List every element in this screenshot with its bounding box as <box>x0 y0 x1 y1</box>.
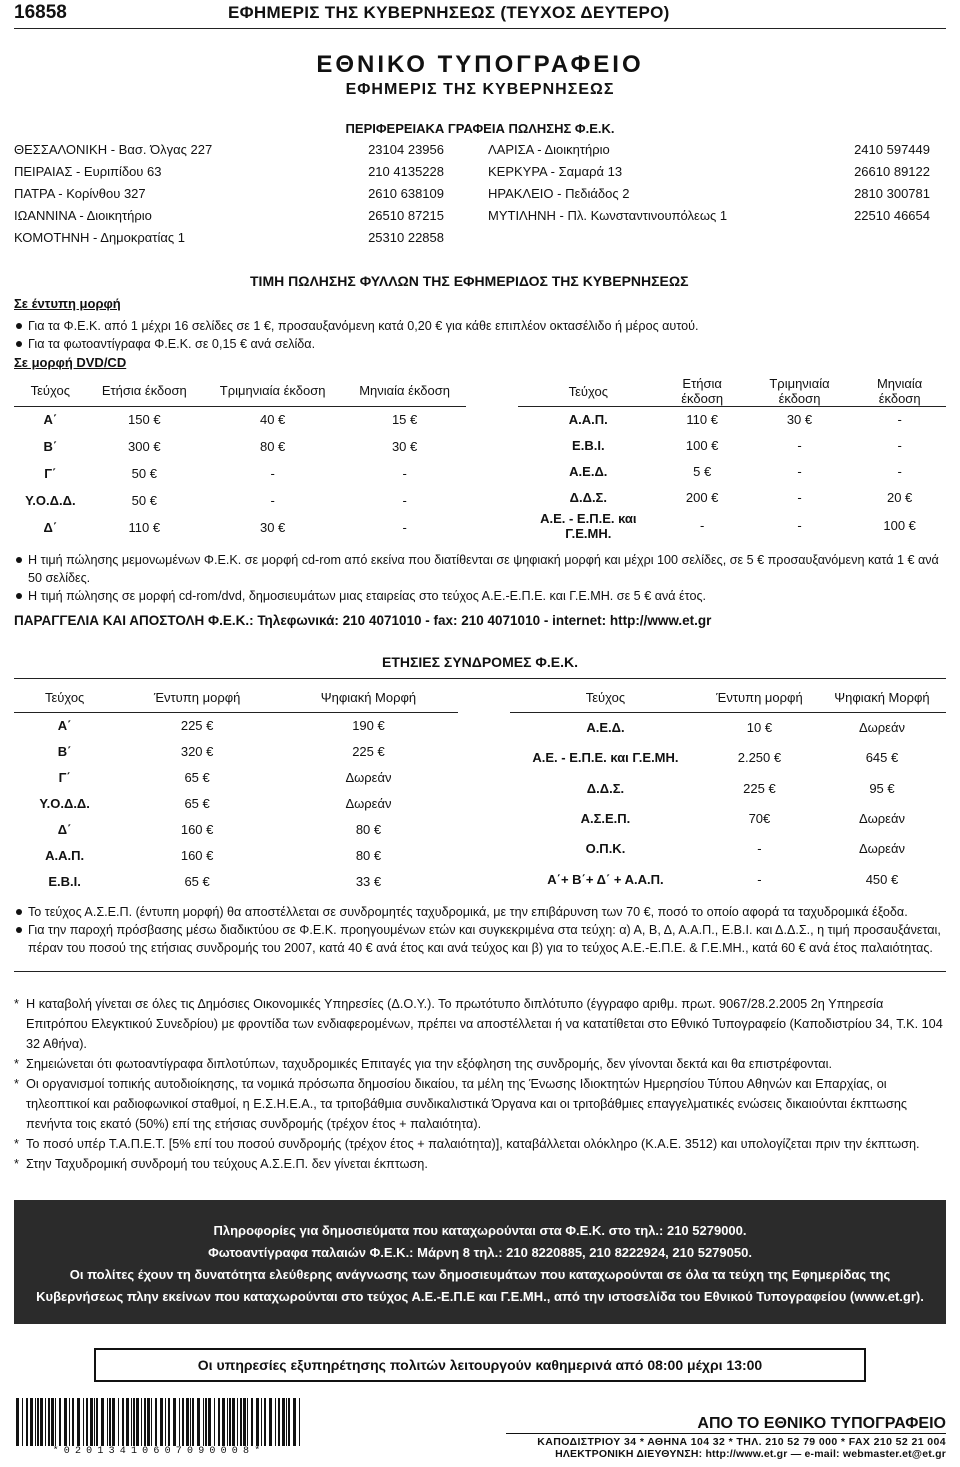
subscription-note <box>14 903 946 921</box>
dvd-price: 200 € <box>685 490 719 505</box>
dvd-row <box>14 514 466 541</box>
barcode-bar <box>122 1398 124 1446</box>
bullet-text: Η τιμή πώλησης μεμονωμένων Φ.Ε.Κ. σε μορφή cd-rom από εκείνα που διατίθενται σε ψηφιακή μορφή και μέχρι 100 σελίδες, σε 5 € προσαυξανόμενη κατά 1 € ανά 50 σελίδες. <box>28 552 939 585</box>
subscription-price: 65 € <box>184 796 210 811</box>
dvd-price-table-left <box>14 376 466 541</box>
dvd-price: - <box>897 438 902 453</box>
office-phone: 23104 23956 <box>368 141 444 157</box>
subscription-price: 160 € <box>180 822 214 837</box>
info-box <box>14 1200 946 1324</box>
barcode-bar <box>64 1398 67 1446</box>
subscription-row <box>14 791 458 817</box>
subscription-price: 95 € <box>869 780 895 796</box>
office-name: ΠΕΙΡΑΙΑΣ - Ευριπίδου 63 <box>14 163 162 179</box>
imprint <box>506 1415 946 1460</box>
footnote <box>14 994 946 1054</box>
dvd-price: - <box>797 464 802 479</box>
dvd-column-header: Τριμηνιαία έκδοση <box>202 376 343 406</box>
subscription-price: 65 € <box>184 874 210 889</box>
offices-right-column <box>454 138 930 248</box>
dvd-row <box>14 487 466 514</box>
dvd-price: - <box>897 412 902 428</box>
office-row <box>14 138 454 160</box>
barcode-bar <box>237 1398 238 1446</box>
dvd-label: Σε μορφή DVD/CD <box>14 355 127 370</box>
subscription-row <box>14 765 458 791</box>
subscription-column-header: Τεύχος <box>14 683 115 713</box>
barcode-bar <box>131 1398 132 1446</box>
dvd-price: - <box>699 518 705 533</box>
subscription-price: 70€ <box>748 811 771 827</box>
dvd-price: 30 € <box>259 519 286 535</box>
dvd-column-header: Τεύχος <box>14 376 87 406</box>
dvd-row <box>518 511 946 541</box>
dvd-price: 300 € <box>128 438 161 454</box>
subscription-price: 33 € <box>355 874 382 889</box>
dvd-issue: Δ΄ <box>43 519 58 535</box>
subscription-row <box>14 739 458 765</box>
subscription-price: 225 € <box>180 718 214 734</box>
bullet-dot <box>16 341 22 347</box>
subscription-row <box>510 834 946 864</box>
subscription-price: 65 € <box>184 770 210 785</box>
dvd-price: - <box>270 465 275 481</box>
subscription-issue: Α.Σ.Ε.Π. <box>580 811 631 827</box>
barcode-bar <box>173 1398 176 1446</box>
offices-left-column <box>14 138 454 248</box>
barcode-bar <box>205 1398 207 1446</box>
service-hours: Οι υπηρεσίες εξυπηρέτησης πολιτών λειτουργούν καθημερινά από 08:00 μέχρι 13:00 <box>94 1348 866 1382</box>
dvd-price: 110 € <box>128 519 161 535</box>
dvd-price: - <box>897 464 902 479</box>
office-row <box>14 160 454 182</box>
footnote-text: Το ποσό υπέρ Τ.Α.Π.Ε.Τ. [5% επί του ποσού συνδρομής (τρέχον έτος + παλαιότητα)], καταβάλλεται ολόκληρο (Κ.Α.Ε. 3512) και υπολογίζεται πριν την έκπτωση. <box>26 1136 920 1151</box>
barcode-bar <box>251 1398 253 1446</box>
printed-label: Σε έντυπη μορφή <box>14 296 121 311</box>
info-line: Κυβερνήσεως πλην εκείνων που καταχωρούνται στο τεύχος Α.Ε.-Ε.Π.Ε και Γ.Ε.ΜΗ., από την ιστοσελίδα του Εθνικού Τυπογραφείου (www.et.gr). <box>36 1288 924 1304</box>
office-name: ΙΩΑΝΝΙΝΑ - Διοικητήριο <box>14 207 152 223</box>
printed-note <box>14 317 946 335</box>
barcode-bar <box>90 1398 93 1446</box>
barcode-bar <box>40 1398 43 1446</box>
bullet-dot <box>16 593 22 599</box>
info-line: Οι πολίτες έχουν τη δυνατότητα ελεύθερης ανάγνωσης των δημοσιευμάτων που καταχωρούνται σε όλα τα τεύχη της Εφημερίδας της <box>69 1266 891 1282</box>
bullet-dot <box>16 557 22 563</box>
bullet-text: Το τεύχος Α.Σ.Ε.Π. (έντυπη μορφή) θα αποστέλλεται σε συνδρομητές ταχυδρομικά, με την επιβάρυνση των 70 €, ποσό το οποίο αφορά τα ταχυδρομικά έξοδα. <box>28 904 908 919</box>
subscription-price: Δωρεάν <box>858 811 905 827</box>
footnote-asterisk: * <box>14 1156 19 1171</box>
info-line: Φωτοαντίγραφα παλαιών Φ.Ε.Κ.: Μάρνη 8 τηλ.: 210 8220885, 210 8222924, 210 5279050. <box>208 1244 752 1260</box>
subscription-price: 2.250 € <box>737 750 782 766</box>
footnote-asterisk: * <box>14 1136 19 1151</box>
bullet-text: Για τα Φ.Ε.Κ. από 1 μέχρι 16 σελίδες σε 1 €, προσαυξανόμενη κατά 0,20 € για κάθε επιπλέον οκτασέλιδο ή μέρος αυτού. <box>28 319 699 333</box>
dvd-price: 150 € <box>128 412 161 428</box>
subscription-row <box>510 743 946 773</box>
dvd-price: 50 € <box>131 465 157 481</box>
dvd-price: 5 € <box>693 464 712 479</box>
subscription-row <box>510 864 946 894</box>
barcode-bar <box>16 1398 19 1446</box>
barcode-bar <box>22 1398 23 1446</box>
barcode-bar <box>190 1398 191 1446</box>
footnote-asterisk: * <box>14 1056 19 1071</box>
dvd-price: - <box>402 492 407 508</box>
barcode-bar <box>26 1398 28 1446</box>
dvd-price: 15 € <box>391 412 418 428</box>
barcode-bar <box>243 1398 246 1446</box>
barcode-bar <box>109 1398 111 1446</box>
bullet-dot <box>16 909 22 915</box>
office-name: ΚΕΡΚΥΡΑ - Σαμαρά 13 <box>488 163 623 179</box>
dvd-price: 30 € <box>786 412 813 428</box>
subscription-issue: Ε.Β.Ι. <box>48 874 81 889</box>
subscription-row <box>510 803 946 833</box>
office-name: ΠΑΤΡΑ - Κορίνθου 327 <box>14 185 146 201</box>
barcode-bar <box>133 1398 135 1446</box>
barcode-bar <box>83 1398 84 1446</box>
dvd-column-header: Μηνιαία έκδοση <box>343 376 466 406</box>
subscription-price: 10 € <box>746 720 773 736</box>
bullet-text: Για τα φωτοαντίγραφα Φ.Ε.Κ. σε 0,15 € ανά σελίδα. <box>28 337 316 351</box>
barcode-bar <box>256 1398 259 1446</box>
barcode-bar <box>155 1398 157 1446</box>
dvd-issue: Ε.Β.Ι. <box>572 438 605 453</box>
barcode-bar <box>59 1398 61 1446</box>
dvd-price-tables <box>14 376 946 541</box>
barcode-bar <box>286 1398 287 1446</box>
dvd-price: 100 € <box>685 438 719 453</box>
order-line: ΠΑΡΑΓΓΕΛΙΑ ΚΑΙ ΑΠΟΣΤΟΛΗ Φ.Ε.Κ.: Τηλεφωνικά: 210 4071010 - fax: 210 4071010 - internet: http://www.et.gr <box>14 612 712 628</box>
office-row <box>454 138 930 160</box>
subscription-price: 320 € <box>180 744 214 759</box>
footnote-text: Η καταβολή γίνεται σε όλες τις Δημόσιες Οικονομικές Υπηρεσίες (Δ.Ο.Υ.). Το πρωτότυπο διπλότυπο (έγγραφο αριθμ. πρωτ. 9067/28.2.2005 2η Υπηρεσία Επιτρόπου Ελεγκτικού Συνεδρίου) με φροντίδα των ενδιαφερομένων, πρέπει να αποστέλλεται ή να κατατίθεται στο Εθνικό Τυπογραφείο (Καποδιστρίου 34, Τ.Κ. 104 32 Αθήνα). <box>26 996 943 1051</box>
barcode-bar <box>136 1398 139 1446</box>
subscription-table-right <box>510 683 946 895</box>
office-name: ΜΥΤΙΛΗΝΗ - Πλ. Κωνσταντινουπόλεως 1 <box>488 207 728 223</box>
dvd-note <box>14 551 946 587</box>
office-row <box>454 160 930 182</box>
barcode-bar <box>30 1398 33 1446</box>
barcode-bar <box>51 1398 54 1446</box>
subscription-price: Δωρεάν <box>345 770 392 785</box>
barcode-bar <box>168 1398 170 1446</box>
barcode-bar <box>264 1398 266 1446</box>
barcode-bars <box>14 1398 304 1446</box>
dvd-price: 100 € <box>883 518 916 533</box>
footnote <box>14 1134 946 1154</box>
subscription-row <box>14 713 458 739</box>
dvd-price: - <box>797 518 802 533</box>
dvd-price: 110 € <box>686 412 718 428</box>
dvd-row <box>14 433 466 460</box>
barcode-bar <box>86 1398 88 1446</box>
regional-offices <box>14 138 946 248</box>
dvd-price: 40 € <box>259 412 286 428</box>
subscription-column-header: Ψηφιακή Μορφή <box>279 683 458 713</box>
barcode-bar <box>101 1398 104 1446</box>
footnote-text: Σημειώνεται ότι φωτοαντίγραφα διπλοτύπων, ταχυδρομικές Επιταγές για την εξόφληση της συνδρομής, δεν γίνονται δεκτά και θα επιστρέφονται. <box>26 1056 832 1071</box>
office-phone: 2410 597449 <box>854 141 930 157</box>
printed-note <box>14 335 946 353</box>
subscription-issue: Α.Ε.Δ. <box>586 720 625 736</box>
subscription-price: Δωρεάν <box>345 796 392 811</box>
barcode-bar <box>282 1398 285 1446</box>
barcode <box>14 1398 304 1460</box>
bullet-text: Η τιμή πώλησης σε μορφή cd-rom/dvd, δημοσιευμάτων μιας εταιρείας στο τεύχος Α.Ε.-Ε.Π.Ε. και Γ.Ε.ΜΗ. σε 5 € ανά έτος. <box>28 588 707 603</box>
subscription-notes <box>14 903 946 957</box>
office-row <box>454 182 930 204</box>
barcode-digits: *02013410607090008* <box>52 1445 266 1457</box>
barcode-bar <box>240 1398 242 1446</box>
dvd-price: - <box>797 490 802 505</box>
footnote <box>14 1154 946 1174</box>
dvd-row <box>14 460 466 487</box>
office-phone: 26510 87215 <box>368 207 444 223</box>
subscription-row <box>14 843 458 869</box>
barcode-bar <box>107 1398 108 1446</box>
subscription-row <box>14 817 458 843</box>
running-title: ΕΦΗΜΕΡΙΣ ΤΗΣ ΚΥΒΕΡΝΗΣΕΩΣ (ΤΕΥΧΟΣ ΔΕΥΤΕΡΟ) <box>228 3 670 22</box>
barcode-bar <box>186 1398 189 1446</box>
subscription-column-header: Ψηφιακή Μορφή <box>818 683 946 713</box>
imprint-address: ΚΑΠΟΔΙΣΤΡΙΟΥ 34 * ΑΘΗΝΑ 104 32 * ΤΗΛ. 210 52 79 000 * FAX 210 52 21 004 <box>537 1435 946 1448</box>
barcode-bar <box>48 1398 50 1446</box>
dvd-issue: Α.Ε. - Ε.Π.Ε. και Γ.Ε.ΜΗ. <box>540 510 637 541</box>
barcode-bar <box>55 1398 56 1446</box>
barcode-bar <box>293 1398 296 1446</box>
printed-section <box>14 296 946 311</box>
subscription-column-header: Έντυπη μορφή <box>701 683 818 713</box>
subscription-row <box>510 713 946 743</box>
subscription-price: 450 € <box>865 871 899 887</box>
barcode-bar <box>192 1398 194 1446</box>
barcode-bar <box>275 1398 276 1446</box>
office-name: ΚΟΜΟΤΗΝΗ - Δημοκρατίας 1 <box>14 229 185 245</box>
dvd-column-header: Ετήσια έκδοση <box>659 376 746 407</box>
office-phone: 2810 300781 <box>854 185 930 201</box>
barcode-bar <box>261 1398 262 1446</box>
subscription-issue: Α΄+ Β΄+ Δ΄ + Α.Α.Π. <box>547 871 664 887</box>
subscriptions-rule <box>14 678 946 679</box>
office-name: ΛΑΡΙΣΑ - Διοικητήριο <box>488 141 610 157</box>
office-row <box>14 226 454 248</box>
subscription-price: 80 € <box>355 848 382 863</box>
imprint-name: ΑΠΟ ΤΟ ΕΘΝΙΚΟ ΤΥΠΟΓΡΑΦΕΙΟ <box>506 1415 946 1434</box>
subscription-price: 190 € <box>352 718 385 734</box>
dvd-notes <box>14 551 946 605</box>
subscription-issue: Α΄ <box>57 718 72 734</box>
masthead-subtitle: ΕΦΗΜΕΡΙΣ ΤΗΣ ΚΥΒΕΡΝΗΣΕΩΣ <box>345 81 615 98</box>
barcode-bar <box>229 1398 231 1446</box>
dvd-row <box>518 407 946 433</box>
footnotes <box>14 994 946 1174</box>
footnote <box>14 1074 946 1134</box>
barcode-bar <box>232 1398 235 1446</box>
barcode-bar <box>179 1398 180 1446</box>
office-phone: 2610 638109 <box>368 185 444 201</box>
barcode-bar <box>96 1398 98 1446</box>
subscription-price: 645 € <box>865 750 899 766</box>
barcode-bar <box>182 1398 184 1446</box>
barcode-bar <box>37 1398 39 1446</box>
subscription-tables <box>14 683 946 895</box>
imprint-area <box>14 1398 946 1460</box>
dvd-column-header: Μηνιαία έκδοση <box>853 376 946 407</box>
masthead-title: ΕΘΝΙΚΟ ΤΥΠΟΓΡΑΦΕΙΟ <box>316 51 644 78</box>
dvd-issue: Β΄ <box>43 438 58 454</box>
barcode-bar <box>112 1398 115 1446</box>
sales-price-heading <box>14 270 946 292</box>
printed-notes <box>14 317 946 353</box>
dvd-column-header: Ετήσια έκδοση <box>87 376 202 406</box>
subscription-price: Δωρεάν <box>858 720 905 736</box>
barcode-bar <box>165 1398 166 1446</box>
barcode-bar <box>197 1398 200 1446</box>
barcode-bar <box>203 1398 204 1446</box>
subscription-issue: Δ.Δ.Σ. <box>586 780 625 796</box>
subscription-note <box>14 921 946 957</box>
barcode-bar <box>278 1398 280 1446</box>
dvd-price: 50 € <box>131 492 157 508</box>
barcode-bar <box>141 1398 142 1446</box>
dvd-column-header: Τεύχος <box>518 376 659 407</box>
barcode-bar <box>208 1398 211 1446</box>
barcode-bar <box>144 1398 146 1446</box>
office-phone: 25310 22858 <box>368 229 444 245</box>
barcode-bar <box>288 1398 290 1446</box>
footnote-text: Στην Ταχυδρομική συνδρομή του τεύχους Α.Σ.Ε.Π. δεν γίνεται έκπτωση. <box>26 1156 428 1171</box>
dvd-price: - <box>402 519 407 535</box>
subscription-price: 225 € <box>352 744 385 759</box>
subscription-issue: Β΄ <box>57 744 72 759</box>
barcode-bar <box>227 1398 228 1446</box>
running-header <box>14 0 946 28</box>
office-row <box>454 204 930 226</box>
dvd-price: 30 € <box>391 438 418 454</box>
imprint-web: ΗΛΕΚΤΡΟΝΙΚΗ ΔΙΕΥΘΥΝΣΗ: http://www.et.gr — e-mail: webmaster.et@et.gr <box>555 1447 946 1460</box>
barcode-bar <box>72 1398 74 1446</box>
barcode-bar <box>218 1398 220 1446</box>
subscription-issue: Γ΄ <box>58 770 71 785</box>
subscriptions-title: ΕΤΗΣΙΕΣ ΣΥΝΔΡΟΜΕΣ Φ.Ε.Κ. <box>382 653 578 670</box>
office-phone: 210 4135228 <box>368 163 444 179</box>
barcode-bar <box>160 1398 163 1446</box>
barcode-bar <box>77 1398 80 1446</box>
footnotes-rule <box>14 971 946 972</box>
footnote <box>14 1054 946 1074</box>
regional-offices-title: ΠΕΡΙΦΕΡΕΙΑΚΑ ΓΡΑΦΕΙΑ ΠΩΛΗΣΗΣ Φ.Ε.Κ. <box>345 121 615 136</box>
dvd-row <box>14 406 466 433</box>
footnote-asterisk: * <box>14 1076 19 1091</box>
office-name: ΘΕΣΣΑΛΟΝΙΚΗ - Βασ. Όλγας 227 <box>14 141 213 157</box>
subscription-price: 225 € <box>743 780 776 796</box>
dvd-note <box>14 587 946 605</box>
subscription-issue: Υ.Ο.Δ.Δ. <box>39 796 90 811</box>
dvd-price: 80 € <box>259 438 286 454</box>
barcode-bar <box>151 1398 152 1446</box>
subscription-row <box>14 869 458 895</box>
dvd-issue: Α.Α.Π. <box>568 412 608 428</box>
subscription-issue: Α.Α.Π. <box>45 848 85 863</box>
barcode-bar <box>247 1398 248 1446</box>
subscription-table-left <box>14 683 458 895</box>
bullet-dot <box>16 323 22 329</box>
dvd-issue: Α.Ε.Δ. <box>569 464 608 479</box>
barcode-bar <box>35 1398 36 1446</box>
sales-price-title: ΤΙΜΗ ΠΩΛΗΣΗΣ ΦΥΛΛΩΝ ΤΗΣ ΕΦΗΜΕΡΙΔΟΣ ΤΗΣ ΚΥΒΕΡΝΗΣΕΩΣ <box>250 273 689 289</box>
subscription-issue: Α.Ε. - Ε.Π.Ε. και Γ.Ε.ΜΗ. <box>532 750 679 766</box>
dvd-issue: Δ.Δ.Σ. <box>569 490 607 505</box>
footnote-asterisk: * <box>14 996 19 1011</box>
barcode-bar <box>214 1398 215 1446</box>
subscription-row <box>510 773 946 803</box>
dvd-issue: Υ.Ο.Δ.Δ. <box>25 492 76 508</box>
subscription-column-header: Έντυπη μορφή <box>115 683 279 713</box>
subscription-price: Δωρεάν <box>858 841 905 857</box>
office-phone: 26610 89122 <box>854 163 930 179</box>
subscription-issue: Δ΄ <box>57 822 72 837</box>
dvd-price: - <box>270 492 275 508</box>
subscription-price: 80 € <box>355 822 382 837</box>
dvd-row <box>518 459 946 485</box>
barcode-bar <box>269 1398 272 1446</box>
barcode-bar <box>118 1398 119 1446</box>
subscription-price: 160 € <box>180 848 214 863</box>
dvd-row <box>518 485 946 511</box>
office-row <box>14 182 454 204</box>
office-row <box>14 204 454 226</box>
dvd-issue: Γ΄ <box>44 465 57 481</box>
office-name: ΗΡΑΚΛΕΙΟ - Πεδιάδος 2 <box>488 185 630 201</box>
dvd-column-header: Τριμηνιαία έκδοση <box>746 376 854 407</box>
dvd-price-table-right <box>518 376 946 541</box>
barcode-bar <box>147 1398 150 1446</box>
barcode-bar <box>94 1398 95 1446</box>
dvd-row <box>518 433 946 459</box>
footnote-text: Οι οργανισμοί τοπικής αυτοδιοίκησης, τα νομικά πρόσωπα δημοσίου δικαίου, τα μέλη της Ένωσης Ιδιοκτητών Ημερησίου Τύπου Αθηνών και Επαρχίας, οι τηλεοπτικοί και ραδιοφωνικοί σταθμοί, η Ε.Σ.Η.Ε.Α., τα τριτοβάθμια συνδικαλιστικά Όργανα και οι τριτοβάθμιες επαγγελματικές ενώσεις δικαιούνται έκπτωσης πενήντα τοις εκατό (50%) επί της ετήσιας συνδρομής (τρέχον έτος + παλαιότητα). <box>26 1076 908 1131</box>
dvd-price: - <box>797 438 802 453</box>
info-line: Πληροφορίες για δημοσιεύματα που καταχωρούνται στα Φ.Ε.Κ. στο τηλ.: 210 5279000. <box>213 1222 747 1238</box>
subscription-price: - <box>757 841 762 857</box>
barcode-bar <box>299 1398 300 1446</box>
barcode-bar <box>69 1398 70 1446</box>
bullet-dot <box>16 927 22 933</box>
dvd-price: - <box>402 465 407 481</box>
barcode-bar <box>222 1398 225 1446</box>
dvd-issue: Α΄ <box>43 412 58 428</box>
dvd-price: 20 € <box>886 490 913 505</box>
barcode-bar <box>45 1398 46 1446</box>
bullet-text: Για την παροχή πρόσβασης μέσω διαδικτύου σε Φ.Ε.Κ. προηγουμένων ετών και συγκεκριμένα στα τεύχη: α) Α, Β, Δ, Α.Α.Π., Ε.Β.Ι. και Δ.Δ.Σ., η τιμή προσαυξάνεται, πέραν του ποσού της ετήσιας συνδρομής του 2007, κατά 40 € ανά έτος και ανά τεύχος και β) για το τεύχος Α.Ε.-Ε.Π.Ε. & Γ.Ε.ΜΗ., κατά 60 € ανά έτος παλαιότητας. <box>28 922 941 955</box>
header-rule <box>14 28 946 29</box>
subscription-price: - <box>757 871 762 887</box>
barcode-bar <box>126 1398 129 1446</box>
office-phone: 22510 46654 <box>854 207 930 223</box>
subscription-issue: Ο.Π.Κ. <box>585 841 626 857</box>
page-number: 16858 <box>14 2 67 23</box>
subscription-column-header: Τεύχος <box>510 683 701 713</box>
